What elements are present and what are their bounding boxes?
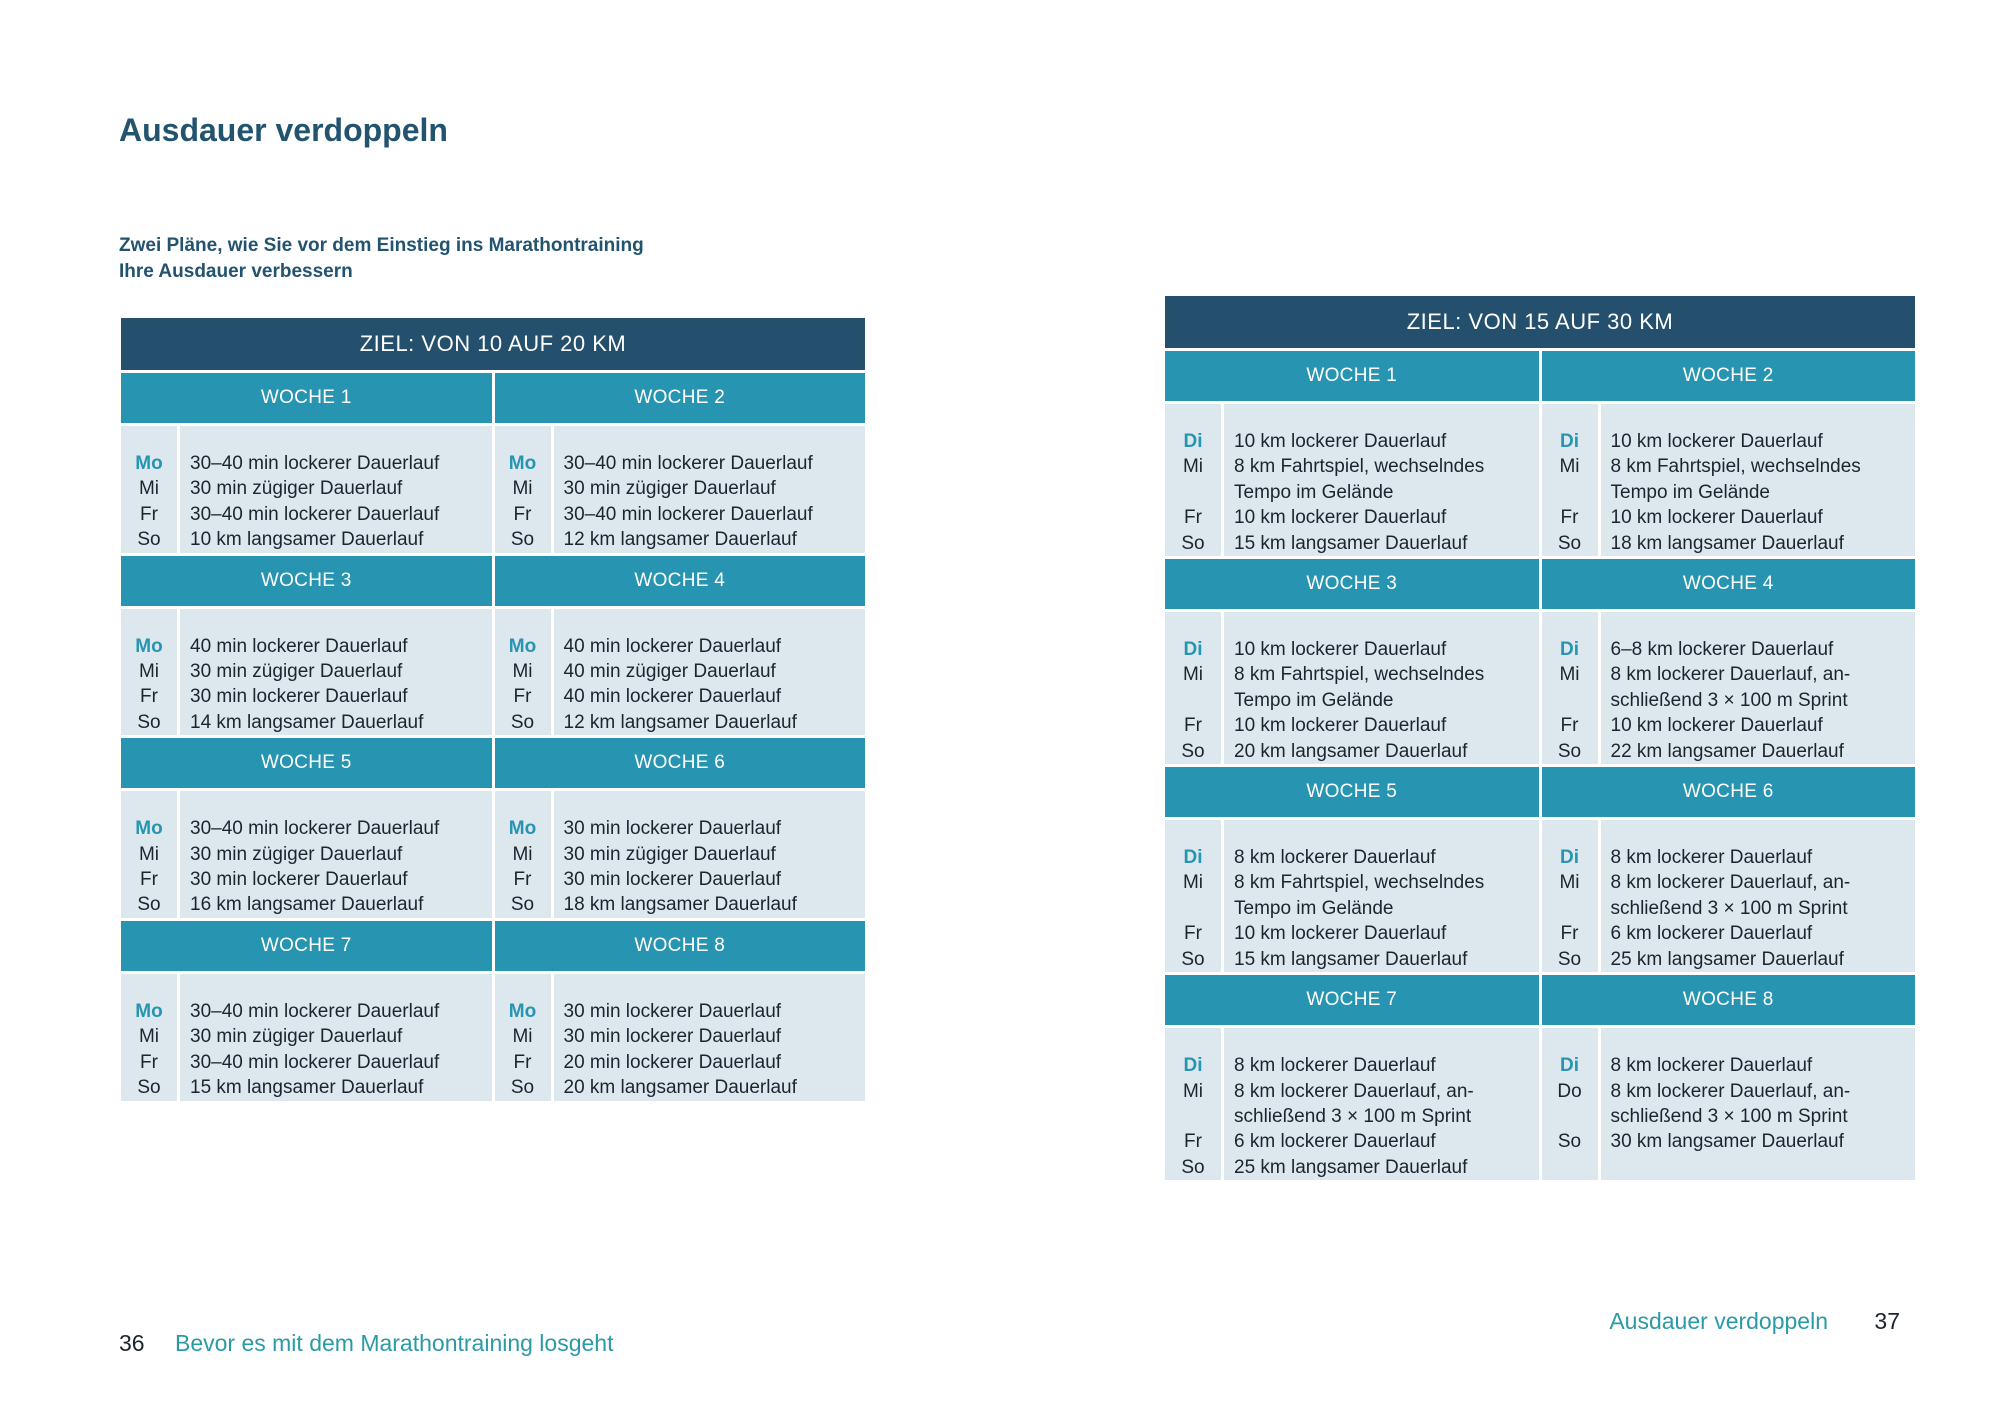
weekday-label: Do (1557, 1080, 1582, 1102)
week-heading: WOCHE 8 (495, 921, 866, 971)
day-column (121, 609, 177, 736)
activity-column (554, 426, 866, 553)
activity-text: 8 km lockerer Dauerlauf, an- (1610, 1080, 1851, 1102)
weekday-label (1165, 688, 1221, 713)
weekday-label: Fr (1560, 923, 1579, 945)
week-schedule (121, 609, 492, 736)
activity-text: 30 min zügiger Dauerlauf (563, 843, 776, 865)
weekday-label: So (510, 711, 535, 733)
training-plan-15-to-30 (1165, 296, 1915, 1180)
week-schedule (1542, 612, 1916, 764)
weekday-label: Mi (1559, 456, 1580, 478)
activity-text: 30–40 min lockerer Dauerlauf (190, 503, 440, 525)
week-2 (1542, 351, 1916, 556)
weekday-label: Mi (1559, 872, 1580, 894)
page-subtitle (119, 233, 739, 285)
week-schedule (121, 426, 492, 553)
activity-text: 10 km lockerer Dauerlauf (1610, 431, 1823, 452)
subtitle-line-1: Zwei Pläne, wie Sie vor dem Einstieg ins Marathontraining (119, 235, 644, 256)
activity-column (554, 609, 866, 736)
week-heading: WOCHE 2 (495, 373, 866, 423)
weekday-label: Fr (513, 869, 532, 891)
day-column (495, 609, 551, 736)
week-schedule (495, 426, 866, 553)
activity-text: 30 min lockerer Dauerlauf (563, 1000, 782, 1022)
weekday-label: Di (1183, 639, 1203, 661)
activity-text: 25 km langsamer Dauerlauf (1610, 948, 1844, 970)
weekday-label: Fr (1184, 1131, 1202, 1153)
weekday-label: Fr (1184, 715, 1202, 737)
activity-text: 22 km langsamer Dauerlauf (1610, 740, 1844, 762)
week-schedule (495, 974, 866, 1101)
activity-column (1601, 404, 1916, 556)
weekday-label: Mo (135, 453, 163, 474)
week-6 (1542, 767, 1916, 972)
week-8 (1542, 975, 1916, 1180)
activity-text: schließend 3 × 100 m Sprint (1610, 689, 1848, 711)
activity-text: 12 km langsamer Dauerlauf (563, 529, 797, 551)
activity-text: 30 km langsamer Dauerlauf (1610, 1131, 1844, 1153)
weekday-label: Mi (512, 661, 533, 683)
weekday-label (1165, 896, 1221, 921)
weekday-label: So (137, 711, 161, 733)
activity-text: 8 km Fahrtspiel, wechselndes (1234, 664, 1485, 686)
activity-text: 8 km Fahrtspiel, wechselndes (1234, 872, 1485, 894)
weekday-label (1165, 1104, 1221, 1129)
week-heading: WOCHE 5 (1165, 767, 1539, 817)
activity-text: 25 km langsamer Dauerlauf (1234, 1156, 1468, 1178)
activity-text: Tempo im Gelände (1610, 481, 1770, 503)
activity-column (180, 426, 492, 553)
week-4 (1542, 559, 1916, 764)
weekday-label: So (1557, 1131, 1582, 1153)
week-schedule (1165, 612, 1539, 764)
activity-text: 18 km langsamer Dauerlauf (1610, 532, 1844, 554)
activity-text: 20 km langsamer Dauerlauf (1234, 740, 1468, 762)
activity-text: 15 km langsamer Dauerlauf (190, 1077, 424, 1099)
activity-text: schließend 3 × 100 m Sprint (1234, 1105, 1472, 1127)
day-column (1542, 820, 1598, 972)
week-schedule (121, 974, 492, 1101)
activity-text: 8 km Fahrtspiel, wechselndes (1610, 456, 1861, 478)
activity-text: Tempo im Gelände (1234, 897, 1394, 919)
activity-text: 30–40 min lockerer Dauerlauf (190, 1000, 440, 1022)
day-column (1542, 404, 1598, 556)
day-column (121, 974, 177, 1101)
activity-text: 30 min zügiger Dauerlauf (563, 478, 776, 500)
activity-text: 30 min lockerer Dauerlauf (190, 686, 408, 708)
activity-text: 10 km lockerer Dauerlauf (1234, 923, 1447, 945)
weekday-label: So (1181, 532, 1205, 554)
day-column (121, 791, 177, 918)
weekday-label: Fr (140, 686, 158, 708)
activity-column (554, 791, 866, 918)
week-heading: WOCHE 6 (1542, 767, 1916, 817)
week-heading: WOCHE 3 (1165, 559, 1539, 609)
activity-text: 30 min zügiger Dauerlauf (190, 843, 403, 865)
weekday-label (1542, 896, 1598, 921)
weekday-label: Mo (508, 635, 537, 657)
activity-text: 20 min lockerer Dauerlauf (563, 1051, 782, 1073)
day-column (1542, 612, 1598, 764)
weekday-label: Di (1183, 431, 1203, 452)
week-schedule (495, 609, 866, 736)
weekday-label: Di (1560, 431, 1579, 452)
weekday-label: Mi (1182, 1080, 1204, 1102)
activity-text: 10 km lockerer Dauerlauf (1234, 507, 1447, 529)
activity-text: 10 km lockerer Dauerlauf (1234, 715, 1447, 737)
activity-text: 8 km lockerer Dauerlauf (1234, 847, 1436, 869)
activity-column (1601, 612, 1916, 764)
day-column (1165, 1028, 1221, 1180)
week-6 (495, 738, 866, 918)
day-column (1165, 404, 1221, 556)
weekday-label: Di (1183, 847, 1203, 869)
activity-text: 8 km lockerer Dauerlauf (1610, 1055, 1813, 1077)
week-5 (121, 738, 492, 918)
activity-text: 30 min lockerer Dauerlauf (190, 869, 408, 891)
activity-column (554, 974, 866, 1101)
weekday-label: Fr (1184, 923, 1202, 945)
weekday-label: So (1181, 740, 1205, 762)
plan-heading: ZIEL: VON 10 AUF 20 KM (121, 318, 865, 370)
activity-column (1224, 404, 1539, 556)
weekday-label: Fr (140, 869, 158, 891)
footer-right (1609, 1308, 1900, 1335)
weekday-label: Fr (513, 503, 532, 525)
weekday-label: Mi (512, 1026, 533, 1048)
activity-column (1224, 820, 1539, 972)
activity-text: 8 km Fahrtspiel, wechselndes (1234, 456, 1485, 478)
activity-text: 10 km langsamer Dauerlauf (190, 529, 424, 551)
activity-column (1601, 1028, 1916, 1180)
day-column (495, 974, 551, 1101)
page-number: 36 (119, 1330, 145, 1356)
activity-text: 30–40 min lockerer Dauerlauf (190, 1051, 440, 1073)
activity-text: 30 min zügiger Dauerlauf (190, 1026, 403, 1048)
activity-text: schließend 3 × 100 m Sprint (1610, 897, 1848, 919)
week-schedule (1165, 1028, 1539, 1180)
weekday-label: Mo (508, 1000, 537, 1022)
week-schedule (1542, 1028, 1916, 1180)
activity-column (180, 609, 492, 736)
weekday-label: Fr (1184, 507, 1202, 529)
activity-text: 6–8 km lockerer Dauerlauf (1610, 639, 1834, 661)
day-column (1542, 1028, 1598, 1180)
activity-text: 6 km lockerer Dauerlauf (1234, 1131, 1436, 1153)
activity-text: 40 min lockerer Dauerlauf (563, 635, 782, 657)
weekday-label: So (1557, 948, 1582, 970)
weekday-label: Mo (508, 818, 537, 840)
weekday-label (1542, 688, 1598, 713)
weekday-label: Di (1560, 1055, 1579, 1077)
activity-column (180, 791, 492, 918)
activity-text: 40 min lockerer Dauerlauf (190, 635, 408, 657)
day-column (1165, 612, 1221, 764)
running-footer: Ausdauer verdoppeln (1609, 1308, 1829, 1334)
activity-text: 8 km lockerer Dauerlauf, an- (1234, 1080, 1474, 1102)
weekday-label: Di (1183, 1055, 1203, 1077)
weekday-label: Mi (512, 478, 533, 500)
week-heading: WOCHE 7 (121, 921, 492, 971)
weekday-label: So (510, 1077, 535, 1099)
weekday-label (1542, 480, 1598, 505)
activity-text: 18 km langsamer Dauerlauf (563, 894, 797, 916)
week-1 (121, 373, 492, 553)
activity-text: 8 km lockerer Dauerlauf (1234, 1055, 1436, 1077)
weekday-label: Fr (513, 1051, 532, 1073)
weekday-label: Mi (138, 478, 160, 500)
day-column (121, 426, 177, 553)
activity-text: Tempo im Gelände (1234, 481, 1394, 503)
weekday-label: Fr (1560, 715, 1579, 737)
week-heading: WOCHE 5 (121, 738, 492, 788)
activity-text: 8 km lockerer Dauerlauf, an- (1610, 872, 1851, 894)
week-8 (495, 921, 866, 1101)
activity-column (1224, 612, 1539, 764)
subtitle-line-2: Ihre Ausdauer verbessern (119, 261, 353, 282)
weekday-label: Mi (138, 843, 160, 865)
week-heading: WOCHE 4 (495, 556, 866, 606)
week-schedule (121, 791, 492, 918)
week-1 (1165, 351, 1539, 556)
activity-text: 10 km lockerer Dauerlauf (1234, 639, 1447, 661)
running-footer: Bevor es mit dem Marathontraining losgeht (174, 1330, 614, 1356)
weekday-label: So (137, 894, 161, 916)
weekday-label: Di (1560, 639, 1579, 661)
activity-text: 10 km lockerer Dauerlauf (1234, 431, 1447, 452)
weekday-label: Di (1560, 847, 1579, 869)
weekday-label: Fr (140, 503, 158, 525)
weekday-label: So (1557, 740, 1582, 762)
day-column (1165, 820, 1221, 972)
weekday-label: Fr (513, 686, 532, 708)
weekday-label: Mi (1559, 664, 1580, 686)
week-2 (495, 373, 866, 553)
activity-text: 14 km langsamer Dauerlauf (190, 711, 424, 733)
training-plan-10-to-20 (121, 318, 865, 1101)
activity-column (1224, 1028, 1539, 1180)
week-schedule (495, 791, 866, 918)
activity-text: 6 km lockerer Dauerlauf (1610, 923, 1813, 945)
weekday-label: Mi (1182, 456, 1204, 478)
week-heading: WOCHE 6 (495, 738, 866, 788)
weekday-label: Mi (1182, 872, 1204, 894)
weekday-label: So (510, 529, 535, 551)
weekday-label: So (137, 529, 161, 551)
activity-text: Tempo im Gelände (1234, 689, 1394, 711)
activity-text: 30 min zügiger Dauerlauf (190, 661, 403, 683)
weekday-label (1542, 1104, 1598, 1129)
weeks-grid (121, 373, 865, 1101)
activity-text: 16 km langsamer Dauerlauf (190, 894, 424, 916)
weeks-grid (1165, 351, 1915, 1180)
weekday-label: Mi (138, 661, 160, 683)
week-heading: WOCHE 8 (1542, 975, 1916, 1025)
activity-text: 12 km langsamer Dauerlauf (563, 711, 797, 733)
activity-text: 10 km lockerer Dauerlauf (1610, 507, 1823, 529)
weekday-label (1165, 480, 1221, 505)
activity-text: 30–40 min lockerer Dauerlauf (563, 503, 813, 525)
activity-text: 30 min lockerer Dauerlauf (563, 869, 782, 891)
activity-text: schließend 3 × 100 m Sprint (1610, 1105, 1848, 1127)
activity-text: 30–40 min lockerer Dauerlauf (190, 818, 440, 840)
activity-text: 8 km lockerer Dauerlauf, an- (1610, 664, 1851, 686)
plan-heading: ZIEL: VON 15 AUF 30 KM (1165, 296, 1915, 348)
weekday-label: Mo (135, 635, 163, 657)
week-3 (1165, 559, 1539, 764)
weekday-label: So (510, 894, 535, 916)
weekday-label: So (1181, 1156, 1205, 1178)
page-title: Ausdauer verdoppeln (119, 112, 448, 148)
activity-text: 30 min zügiger Dauerlauf (190, 478, 403, 500)
day-column (495, 426, 551, 553)
week-heading: WOCHE 3 (121, 556, 492, 606)
weekday-label: Mo (508, 453, 537, 474)
activity-text: 30–40 min lockerer Dauerlauf (563, 453, 813, 474)
week-schedule (1165, 820, 1539, 972)
week-heading: WOCHE 1 (1165, 351, 1539, 401)
week-4 (495, 556, 866, 736)
footer-left (119, 1330, 613, 1357)
day-column (495, 791, 551, 918)
week-7 (121, 921, 492, 1101)
week-schedule (1542, 404, 1916, 556)
activity-text: 30 min lockerer Dauerlauf (563, 1026, 782, 1048)
weekday-label: Mi (512, 843, 533, 865)
activity-text: 20 km langsamer Dauerlauf (563, 1077, 797, 1099)
page-number: 37 (1874, 1308, 1900, 1334)
activity-text: 15 km langsamer Dauerlauf (1234, 532, 1468, 554)
week-heading: WOCHE 1 (121, 373, 492, 423)
activity-text: 15 km langsamer Dauerlauf (1234, 948, 1468, 970)
week-heading: WOCHE 7 (1165, 975, 1539, 1025)
week-heading: WOCHE 2 (1542, 351, 1916, 401)
activity-text: 30–40 min lockerer Dauerlauf (190, 453, 440, 474)
activity-text: 8 km lockerer Dauerlauf (1610, 847, 1813, 869)
weekday-label: Mi (1182, 664, 1204, 686)
week-heading: WOCHE 4 (1542, 559, 1916, 609)
weekday-label: Mo (135, 1000, 163, 1022)
activity-text: 10 km lockerer Dauerlauf (1610, 715, 1823, 737)
week-schedule (1165, 404, 1539, 556)
activity-text: 30 min lockerer Dauerlauf (563, 818, 782, 840)
activity-column (1601, 820, 1916, 972)
weekday-label: Fr (140, 1051, 158, 1073)
weekday-label: Mo (135, 818, 163, 840)
week-7 (1165, 975, 1539, 1180)
weekday-label: So (137, 1077, 161, 1099)
week-5 (1165, 767, 1539, 972)
weekday-label: So (1181, 948, 1205, 970)
activity-text: 40 min zügiger Dauerlauf (563, 661, 776, 683)
activity-column (180, 974, 492, 1101)
activity-text: 40 min lockerer Dauerlauf (563, 686, 782, 708)
week-schedule (1542, 820, 1916, 972)
week-3 (121, 556, 492, 736)
weekday-label: Fr (1560, 507, 1579, 529)
weekday-label: So (1557, 532, 1582, 554)
weekday-label: Mi (138, 1026, 160, 1048)
